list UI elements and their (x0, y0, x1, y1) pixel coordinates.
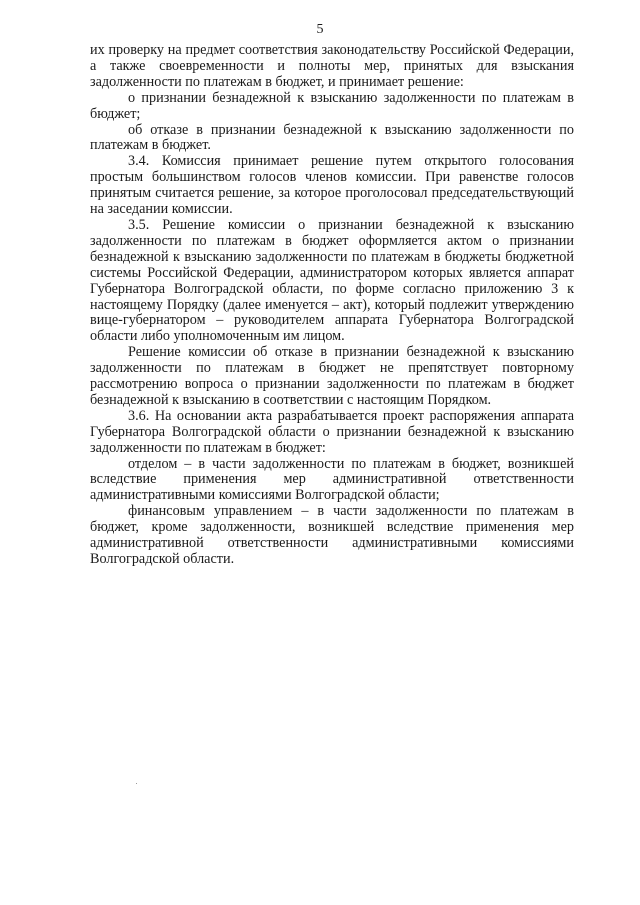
paragraph-continuation: их проверку на предмет соответствия законодательству Российской Федерации, а также своевременности и полноты мер, принятых для взыскания задолженности по платежам в бюджет, и принимает решение: (90, 42, 574, 90)
paragraph-decision-refuse: об отказе в признании безнадежной к взысканию задолженности по платежам в бюджет. (90, 121, 574, 154)
paragraph-financial-department: финансовым управлением – в части задолженности по платежам в бюджет, кроме задолженности, возникшей вследствие применения мер административной ответственности административными комиссиями Волгоградской области. (90, 503, 574, 567)
scan-speck (136, 783, 137, 784)
paragraph-department: отделом – в части задолженности по платежам в бюджет, возникшей вследствие применения мер административной ответственности административными комиссиями Волгоградской области; (90, 455, 574, 504)
page-number: 5 (316, 22, 324, 37)
paragraph-3-4: 3.4. Комиссия принимает решение путем открытого голосования простым большинством голосов членов комиссии. При равенстве голосов принятым считается решение, за которое проголосовал председательствующий на заседании комиссии. (90, 153, 574, 218)
paragraph-3-5: 3.5. Решение комиссии о признании безнадежной к взысканию задолженности по платежам в бюджет оформляется актом о признании безнадежной к взысканию задолженности по платежам в бюджеты бюджетной системы Российской Федерации, администратором которых является аппарат Губернатора Волгоградской области, по форме согласно приложению 3 к настоящему Порядку (далее именуется – акт), который подлежит утверждению вице-губернатором – руководителем аппарата Губернатора Волгоградской области либо уполномоченным им лицом. (90, 216, 574, 345)
paragraph-decision-recognize: о признании безнадежной к взысканию задолженности по платежам в бюджет; (90, 89, 574, 122)
paragraph-3-6: 3.6. На основании акта разрабатывается проект распоряжения аппарата Губернатора Волгоградской области о признании безнадежной к взысканию задолженности по платежам в бюджет: (90, 407, 574, 456)
paragraph-refusal-note: Решение комиссии об отказе в признании безнадежной к взысканию задолженности по платежам в бюджет не препятствует повторному рассмотрению вопроса о признании задолженности по платежам в бюджет безнадежной к взысканию в соответствии с настоящим Порядком. (90, 344, 574, 408)
document-body (90, 43, 574, 568)
